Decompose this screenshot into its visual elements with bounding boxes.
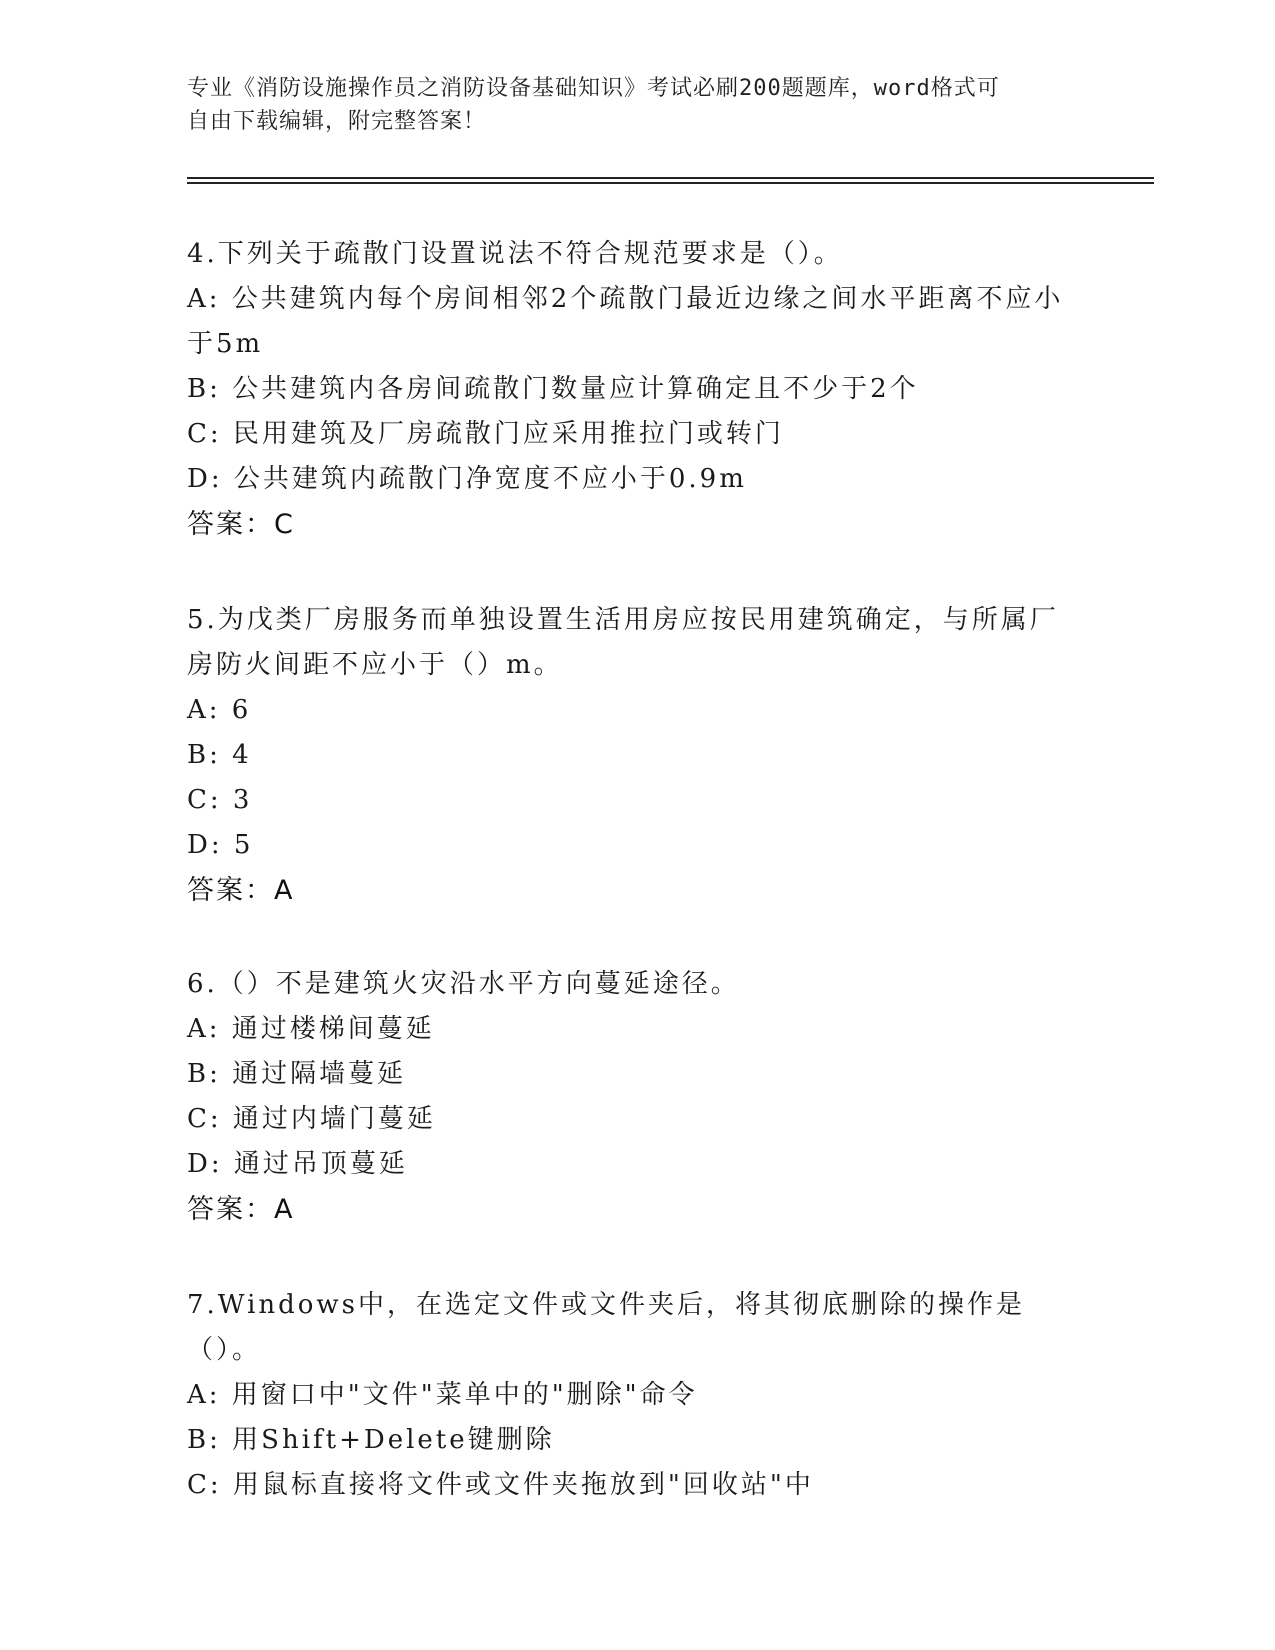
option-a: A: 通过楼梯间蔓延 xyxy=(187,1014,435,1044)
option-a: A: 公共建筑内每个房间相邻2个疏散门最近边缘之间水平距离不应小于5m xyxy=(187,284,1064,359)
option-b: B: 4 xyxy=(187,740,252,770)
answer: 答案：A xyxy=(187,1194,295,1225)
option-c: C: 用鼠标直接将文件或文件夹拖放到"回收站"中 xyxy=(187,1470,814,1500)
answer: 答案：C xyxy=(187,509,295,540)
question-stem: 5.为戊类厂房服务而单独设置生活用房应按民用建筑确定，与所属厂房防火间距不应小于（）m。 xyxy=(187,605,1059,680)
option-a: A: 用窗口中"文件"菜单中的"删除"命令 xyxy=(187,1380,698,1410)
header-line-1: 专业《消防设施操作员之消防设备基础知识》考试必刷200题题库，word格式可 xyxy=(187,76,1000,101)
header-line-2: 自由下载编辑，附完整答案！ xyxy=(187,109,487,134)
option-d: D: 通过吊顶蔓延 xyxy=(187,1149,408,1179)
option-b: B: 通过隔墙蔓延 xyxy=(187,1059,407,1089)
question-4 xyxy=(187,232,1087,547)
option-c: C: 民用建筑及厂房疏散门应采用推拉门或转门 xyxy=(187,419,784,449)
question-stem: 7.Windows中，在选定文件或文件夹后，将其彻底删除的操作是（）。 xyxy=(187,1290,1026,1365)
header-divider-top xyxy=(187,177,1154,179)
question-7 xyxy=(187,1283,1087,1508)
option-b: B: 公共建筑内各房间疏散门数量应计算确定且不少于2个 xyxy=(187,374,919,404)
header-divider-bottom xyxy=(187,182,1154,184)
answer: 答案：A xyxy=(187,875,295,906)
question-6 xyxy=(187,962,1087,1232)
question-stem: 6.（）不是建筑火灾沿水平方向蔓延途径。 xyxy=(187,969,740,999)
document-header xyxy=(187,72,1087,138)
option-d: D: 5 xyxy=(187,830,254,860)
question-stem: 4.下列关于疏散门设置说法不符合规范要求是（）。 xyxy=(187,239,843,269)
option-a: A: 6 xyxy=(187,695,252,725)
option-b: B: 用Shift+Delete键删除 xyxy=(187,1425,555,1455)
option-c: C: 通过内墙门蔓延 xyxy=(187,1104,436,1134)
question-5 xyxy=(187,598,1087,913)
option-c: C: 3 xyxy=(187,785,253,815)
option-d: D: 公共建筑内疏散门净宽度不应小于0.9m xyxy=(187,464,747,494)
